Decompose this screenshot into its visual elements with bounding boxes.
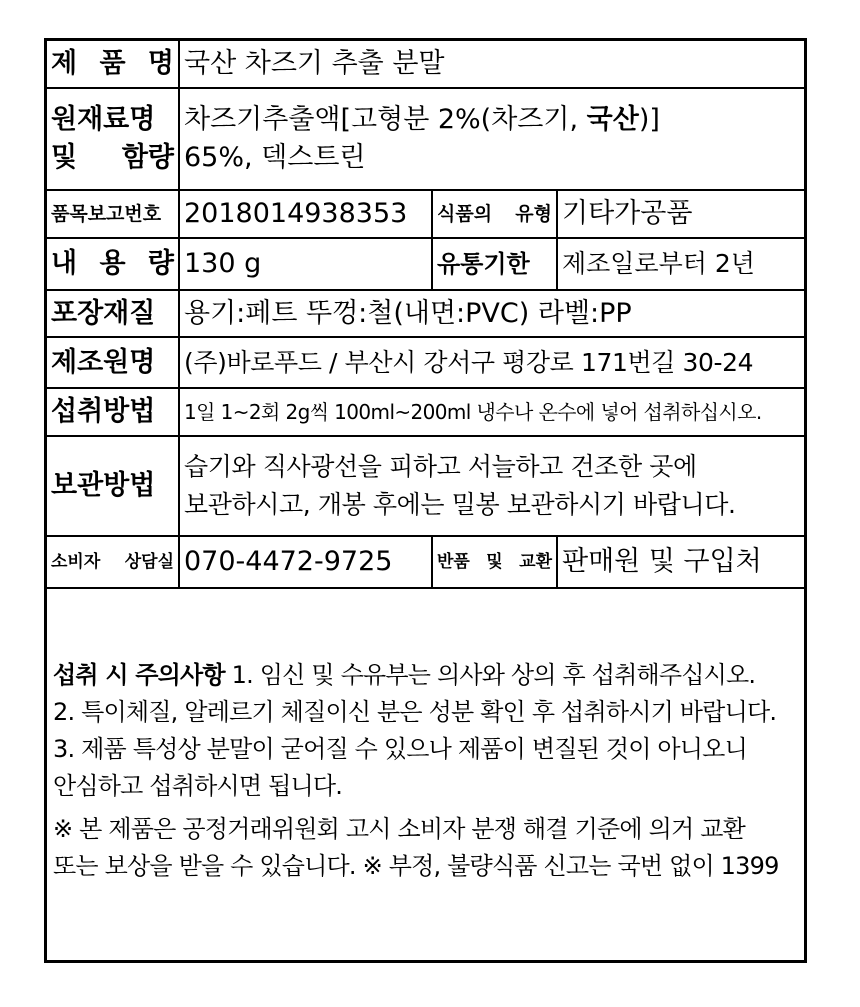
caution-title: 섭취 시 주의사항: [53, 661, 225, 689]
ingredients-origin: 국산: [586, 104, 639, 135]
storage-label: 보관방법: [47, 436, 179, 536]
product-name-label: 제 품 명: [47, 41, 179, 88]
expiry-value: 제조일로부터 2년: [557, 238, 804, 290]
row-consumer: [47, 536, 804, 588]
ingredients-label-line2: 및 함량: [51, 142, 174, 173]
caution-item-2: 2. 특이체질, 알레르기 체질이신 분은 성분 확인 후 섭취하시기 바랍니다.: [53, 698, 777, 726]
caution-item-3-cont: 안심하고 섭취하시면 됩니다.: [53, 772, 343, 800]
food-type-label: 식품의 유형: [432, 190, 557, 238]
row-ingredients: [47, 88, 804, 190]
consumer-notice-2: 또는 보상을 받을 수 있습니다. ※ 부정, 불량식품 신고는 국번 없이 1399: [53, 852, 779, 880]
ingredients-label-line1: 원재료명: [51, 104, 156, 135]
consumer-notice-1: ※ 본 제품은 공정거래위원회 고시 소비자 분쟁 해결 기준에 의거 교환: [53, 815, 745, 843]
consumer-center-label: 소비자 상담실: [47, 536, 179, 588]
row-manufacturer: [47, 337, 804, 388]
report-no-label: 품목보고번호: [47, 190, 179, 238]
notice-section: [47, 653, 804, 889]
ingredients-value-line1: [184, 101, 800, 139]
report-no-value: 2018014938353: [179, 190, 432, 238]
caution-line-1: [53, 657, 798, 694]
ingredients-value-line2: 65%, 덱스트린: [184, 142, 366, 173]
return-exchange-value: 판매원 및 구입처: [557, 536, 804, 588]
storage-value: [179, 436, 804, 536]
food-type-value: 기타가공품: [557, 190, 804, 238]
ingredients-text-a: 차즈기추출액[고형분 2%(차즈기,: [184, 104, 587, 135]
volume-value: 130 g: [179, 238, 432, 290]
storage-value-line2: 보관하시고, 개봉 후에는 밀봉 보관하시기 바랍니다.: [184, 490, 736, 519]
intake-value: 1일 1~2회 2g씩 100ml~200ml 냉수나 온수에 넣어 섭취하십시오.: [179, 388, 804, 436]
consumer-center-value: 070-4472-9725: [179, 536, 432, 588]
row-intake: [47, 388, 804, 436]
manufacturer-value: (주)바로푸드 / 부산시 강서구 평강로 171번길 30-24: [179, 337, 804, 388]
row-storage: [47, 436, 804, 536]
caution-item-1: 1. 임신 및 수유부는 의사와 상의 후 섭취해주십시오.: [224, 661, 756, 689]
ingredients-label: [47, 88, 179, 190]
packaging-value: 용기:페트 뚜껑:철(내면:PVC) 라벨:PP: [179, 290, 804, 337]
packaging-label: 포장재질: [47, 290, 179, 337]
row-packaging: [47, 290, 804, 337]
product-info-table: [47, 41, 804, 589]
manufacturer-label: 제조원명: [47, 337, 179, 388]
volume-label: 내 용 량: [47, 238, 179, 290]
row-report-no: [47, 190, 804, 238]
intake-label: 섭취방법: [47, 388, 179, 436]
row-product-name: [47, 41, 804, 88]
expiry-label: 유통기한: [432, 238, 557, 290]
product-name-value: 국산 차즈기 추출 분말: [179, 41, 804, 88]
storage-value-line1: 습기와 직사광선을 피하고 서늘하고 건조한 곳에: [184, 452, 697, 481]
ingredients-text-b: )]: [638, 104, 660, 135]
food-label: [44, 38, 807, 963]
caution-item-3: 3. 제품 특성상 분말이 굳어질 수 있으나 제품이 변질된 것이 아니오니: [53, 735, 747, 763]
row-volume: [47, 238, 804, 290]
return-exchange-label: 반품 및 교환: [432, 536, 557, 588]
ingredients-value: [179, 88, 804, 190]
